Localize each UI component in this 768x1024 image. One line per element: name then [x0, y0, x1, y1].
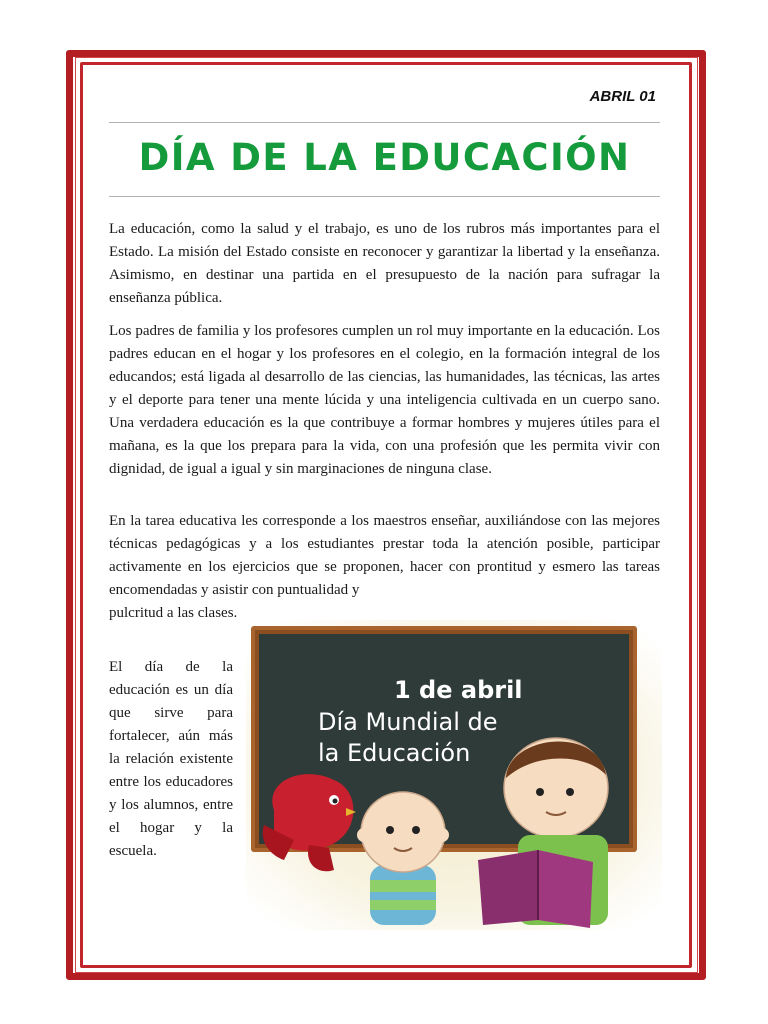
date-label: ABRIL 01 — [589, 88, 656, 105]
title-rule-bottom — [109, 196, 660, 197]
paragraph-3-tail: pulcritud a las clases. — [109, 605, 238, 621]
paragraph-4: El día de la educación es un día que sirve para fortalecer, aún más la relación existente entre los educadores y los alumnos, entre el hogar y la escuela. — [109, 659, 233, 859]
child-figure — [357, 792, 449, 925]
red-bird — [263, 774, 356, 871]
illustration-line2: Día Mundial de — [318, 708, 498, 736]
illustration-date: 1 de abril — [394, 676, 523, 704]
paragraph-2: Los padres de familia y los profesores cumplen un rol muy importante en la educación. Los padres educan en el hogar y los profesores en el colegio, en la formación integral de los educandos; está ligada al desarrollo de las ciencias, las humanidades, las técnicas, las artes y el deporte para tener una mente lúcida y una inteligencia cultivada en un cuerpo sano. Una verdadera educación es la que contribuye a formar hombres y mujeres útiles para el mañana, es la que los prepara para la vida, con una profesión que les permita vivir con dignidad, de igual a igual y sin marginaciones de ninguna clase. — [109, 323, 660, 477]
paragraph-1: La educación, como la salud y el trabajo, es uno de los rubros más importantes para el Estado. La misión del Estado consiste en reconocer y garantizar la libertad y la enseñanza. Asimismo, en destinar una partida en el presupuesto de la nación para sufragar la enseñanza pública. — [109, 221, 660, 306]
page-title: DÍA DE LA EDUCACIÓN — [138, 136, 631, 179]
education-day-illustration — [246, 620, 662, 930]
illustration-line3: la Educación — [318, 739, 471, 767]
paragraph-3 — [109, 510, 660, 625]
title-rule-top — [109, 122, 660, 123]
paragraph-3-main: En la tarea educativa les corresponde a los maestros enseñar, auxiliándose con las mejores técnicas pedagógicas y a los estudiantes prestar toda la atención posible, participar activamente en los ejercicios que se proponen, hacer con prontitud y esmero las tareas encomendadas y asistir con puntualidad y — [109, 513, 660, 598]
